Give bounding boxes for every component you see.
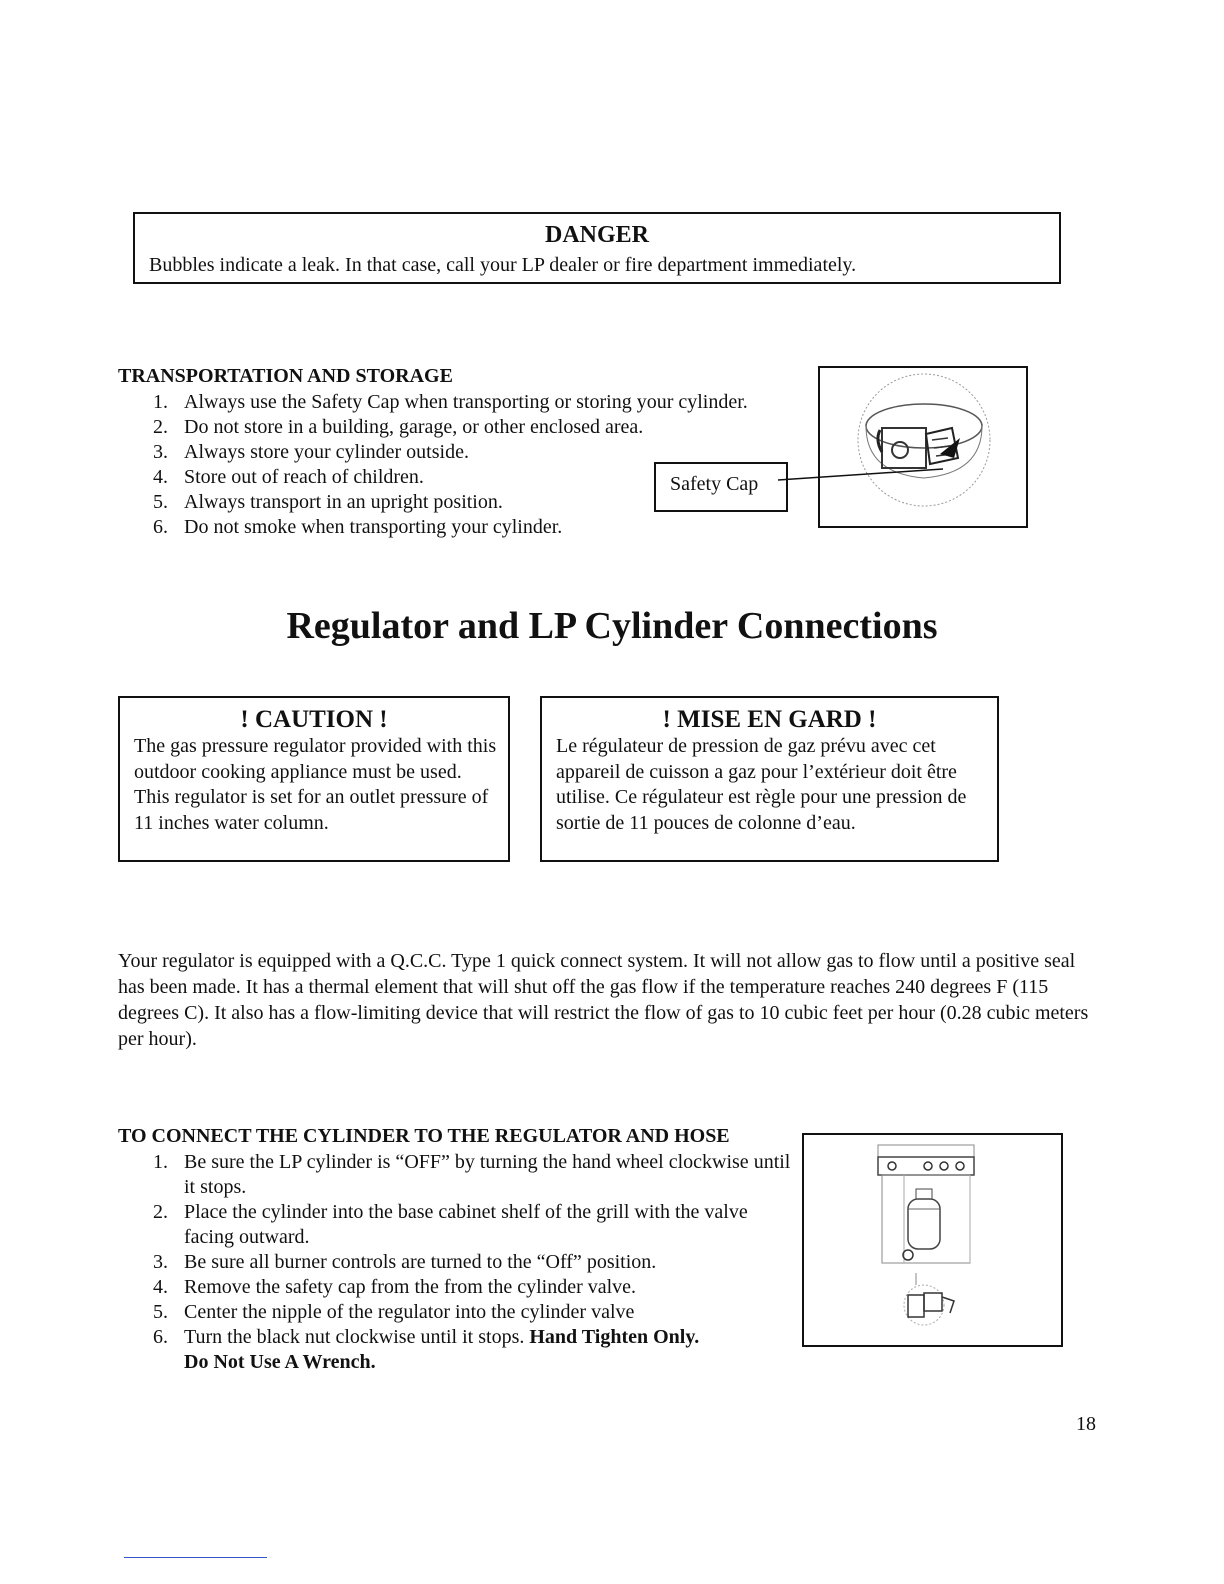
list-item: 4. Remove the safety cap from the from the cylinder valve.: [153, 1276, 637, 1298]
grill-cylinder-illustration: [802, 1133, 1063, 1347]
hand-tighten-warning: Hand Tighten Only.: [529, 1326, 700, 1348]
cylinder-top-icon: [820, 368, 1026, 526]
safety-cap-illustration: [818, 366, 1028, 528]
list-item: 1. Be sure the LP cylinder is “OFF” by turning the hand wheel clockwise until it stops.: [153, 1151, 791, 1198]
list-item: 5. Center the nipple of the regulator into the cylinder valve: [153, 1301, 635, 1323]
connect-list: [132, 1150, 800, 1375]
list-item: 4. Store out of reach of children.: [153, 466, 424, 488]
page-title: Regulator and LP Cylinder Connections: [286, 605, 938, 647]
danger-title: DANGER: [544, 222, 649, 248]
storage-heading: TRANSPORTATION AND STORAGE: [118, 365, 453, 387]
list-item: 5. Always transport in an upright position.: [153, 491, 503, 513]
list-item: 2. Place the cylinder into the base cabinet shelf of the grill with the valve facing outward.: [153, 1201, 748, 1248]
caution-box: [118, 696, 510, 862]
connect-heading: TO CONNECT THE CYLINDER TO THE REGULATOR AND HOSE: [118, 1125, 730, 1147]
qcc-paragraph: Your regulator is equipped with a Q.C.C. Type 1 quick connect system. It will not allow gas to flow until a positive seal has been made. It has a thermal element that will shut off the gas flow if the temperature reaches 240 degrees F (115 degrees C). It also has a flow-limiting device that will restrict the flow of gas to 10 cubic feet per hour (0.28 cubic meters per hour).: [118, 950, 1089, 1050]
grill-cabinet-icon: [804, 1135, 1061, 1345]
danger-box: [133, 212, 1061, 284]
no-wrench-warning: Do Not Use A Wrench.: [184, 1351, 376, 1373]
caution-title: ! CAUTION !: [240, 706, 388, 733]
danger-text: Bubbles indicate a leak. In that case, call your LP dealer or fire department immediately.: [149, 254, 857, 276]
mise-en-gard-text: Le régulateur de pression de gaz prévu avec cet appareil de cuisson a gaz pour l’extérieur doit être utilise. Ce régulateur est règle pour une pression de sortie de 11 pouces de colonne d’eau.: [556, 735, 967, 834]
caution-text: The gas pressure regulator provided with this outdoor cooking appliance must be used. This regulator is set for an outlet pressure of 11 inches water column.: [134, 735, 497, 834]
mise-en-gard-box: [540, 696, 999, 862]
list-item: 3. Be sure all burner controls are turned to the “Off” position.: [153, 1251, 657, 1273]
safety-cap-label: Safety Cap: [670, 473, 759, 495]
footer-divider: [124, 1557, 267, 1558]
safety-cap-callout: [654, 462, 788, 512]
list-item: 6. Do not smoke when transporting your cylinder.: [153, 516, 563, 538]
list-item: 2. Do not store in a building, garage, or other enclosed area.: [153, 416, 644, 438]
page-number: 18: [1076, 1413, 1096, 1435]
list-item: 6. Turn the black nut clockwise until it stops. Hand Tighten Only. Do Not Use A Wrench.: [153, 1326, 700, 1373]
mise-en-gard-title: ! MISE EN GARD !: [662, 706, 877, 733]
list-item: 1. Always use the Safety Cap when transporting or storing your cylinder.: [153, 391, 748, 413]
list-item: 3. Always store your cylinder outside.: [153, 441, 469, 463]
